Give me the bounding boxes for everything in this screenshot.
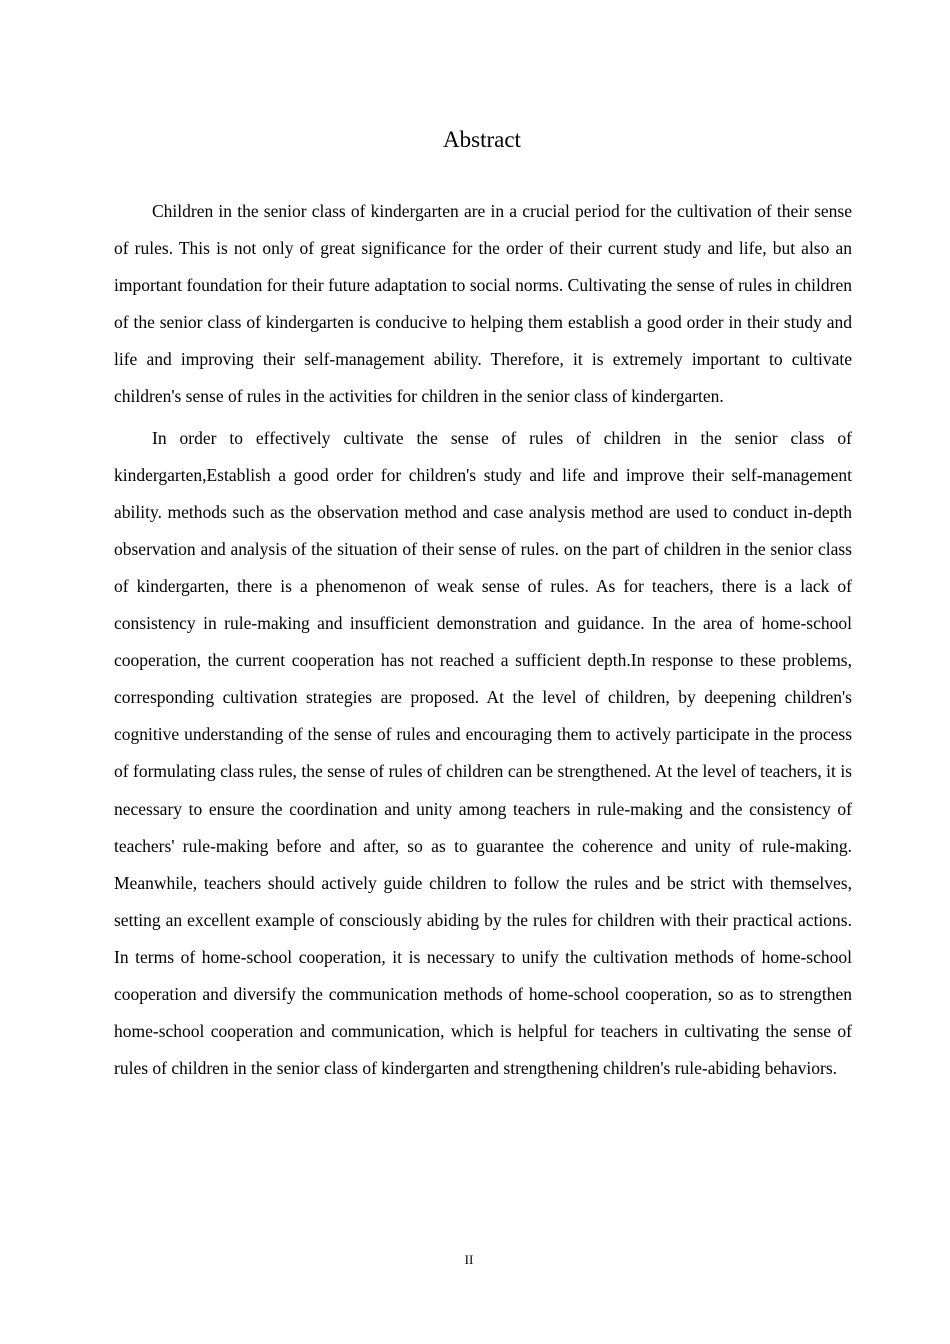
abstract-paragraph-1: Children in the senior class of kindergarten are in a crucial period for the cultivation of their sense of rules. This is not only of great significance for the order of their current study and life, but also an important foundation for their future adaptation to social norms. Cultivating the sense of rules in children of the senior class of kindergarten is conducive to helping them establish a good order in their study and life and improving their self-management ability. Therefore, it is extremely important to cultivate children's sense of rules in the activities for children in the senior class of kindergarten. (114, 201, 852, 407)
abstract-paragraph-2: In order to effectively cultivate the sense of rules of children in the senior class of kindergarten,Establish a good order for children's study and life and improve their self-management ability. methods such as the observation method and case analysis method are used to conduct in-depth observation and analysis of the situation of their sense of rules. on the part of children in the senior class of kindergarten, there is a phenomenon of weak sense of rules. As for teachers, there is a lack of consistency in rule-making and insufficient demonstration and guidance. In the area of home-school cooperation, the current cooperation has not reached a sufficient depth.In response to these problems, corresponding cultivation strategies are proposed. At the level of children, by deepening children's cognitive understanding of the sense of rules and encouraging them to actively participate in the process of formulating class rules, the sense of rules of children can be strengthened. At the level of teachers, it is necessary to ensure the coordination and unity among teachers in rule-making and the consistency of teachers' rule-making before and after, so as to guarantee the coherence and unity of rule-making. Meanwhile, teachers should actively guide children to follow the rules and be strict with themselves, setting an excellent example of consciously abiding by the rules for children with their practical actions. In terms of home-school cooperation, it is necessary to unify the cultivation methods of home-school cooperation and diversify the communication methods of home-school cooperation, so as to strengthen home-school cooperation and communication, which is helpful for teachers in cultivating the sense of rules of children in the senior class of kindergarten and strengthening children's rule-abiding behaviors. (114, 427, 852, 1079)
page-number: II (464, 1252, 474, 1267)
abstract-body (114, 193, 852, 1091)
abstract-title: Abstract (443, 127, 521, 152)
